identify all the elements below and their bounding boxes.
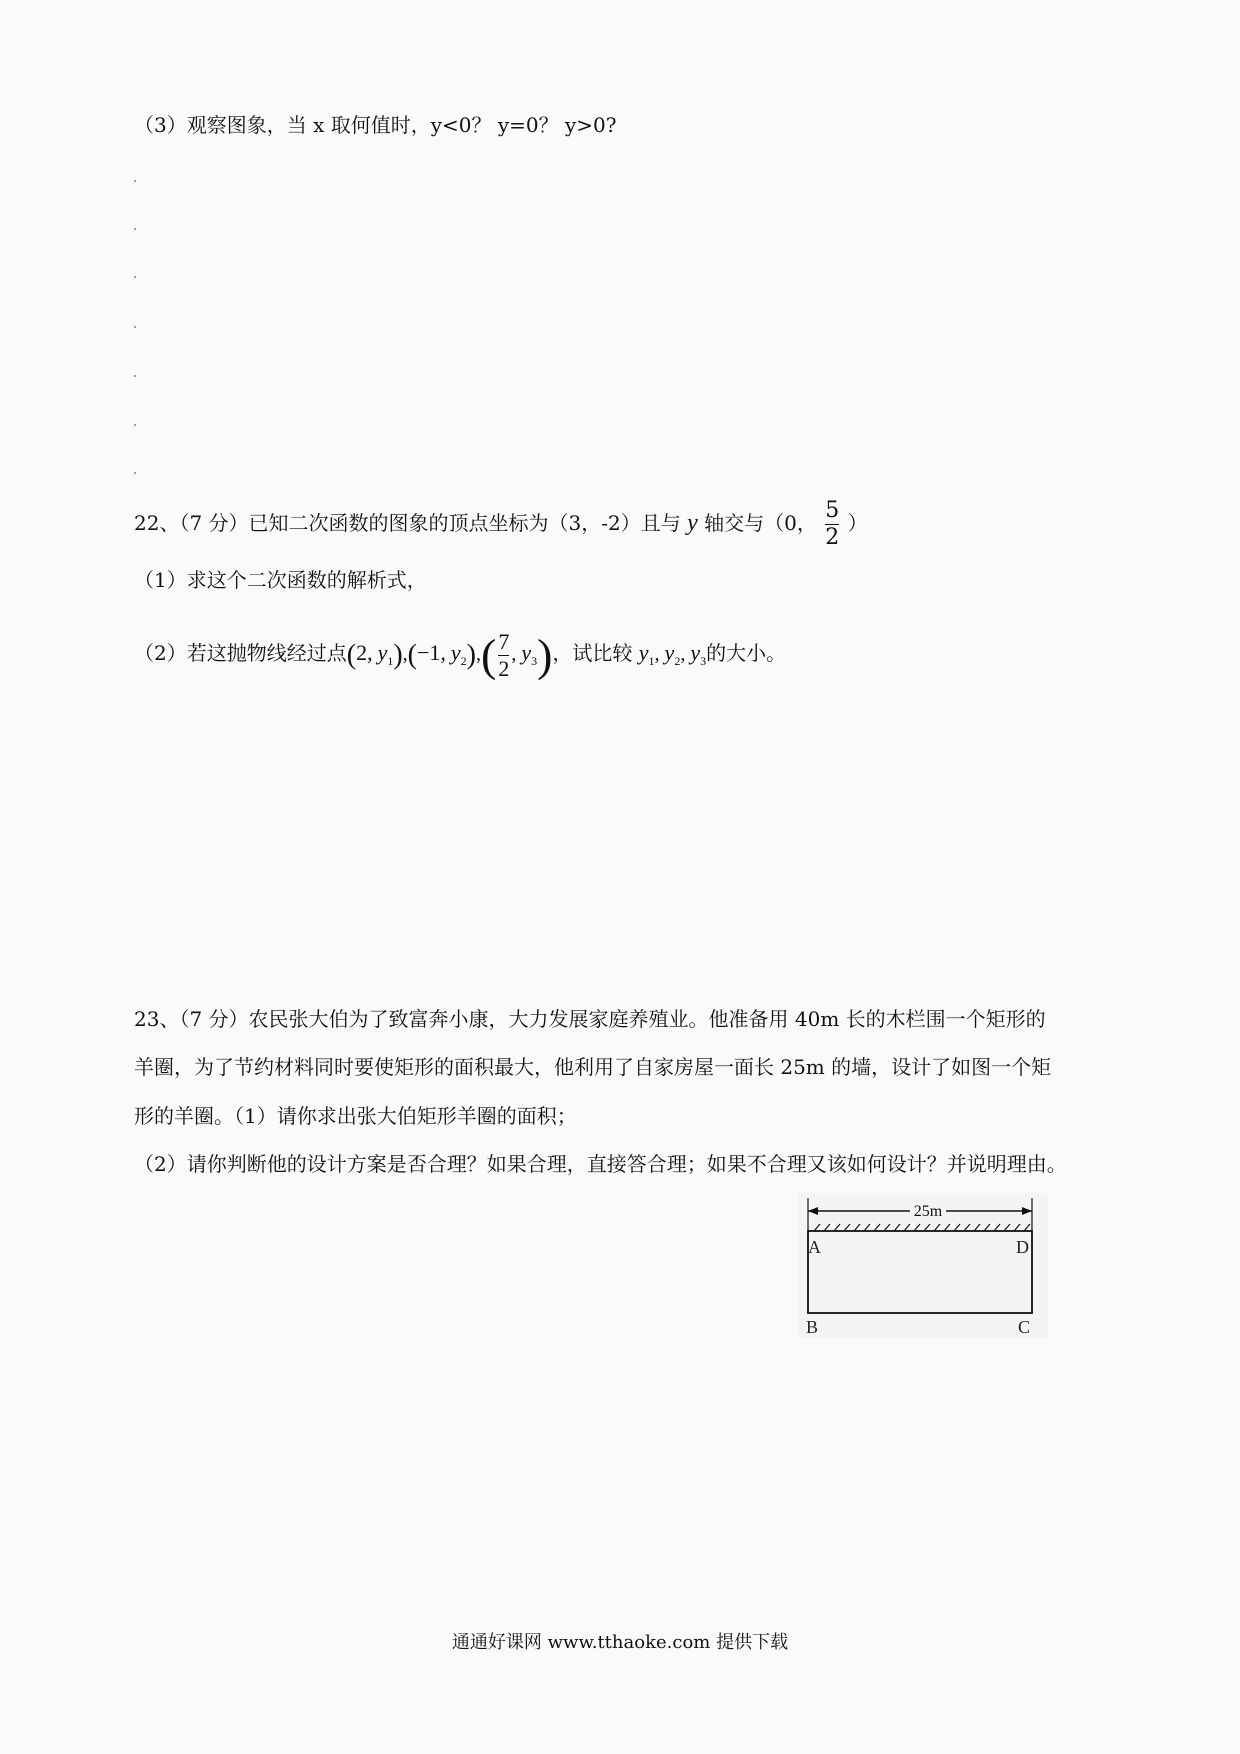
q23-line2: 羊圈，为了节约材料同时要使矩形的面积最大，他利用了自家房屋一面长 25m 的墙，设计了如图一个矩: [134, 1055, 1052, 1079]
q22-header: [134, 493, 868, 553]
blank-mark: [134, 326, 136, 328]
q22-part2-text: （2）若这抛物线经过点: [134, 641, 347, 665]
label-a: A: [808, 1237, 821, 1257]
fraction-denominator: 2: [825, 525, 840, 550]
q23-line1: 23、（7 分）农民张大伯为了致富奔小康，大力发展家庭养殖业。他准备用 40m 长的木栏围一个矩形的: [134, 1007, 1046, 1031]
blank-mark: [134, 228, 136, 230]
q22-fraction: [825, 498, 839, 551]
q22-header-mid: 轴交与（0，: [704, 511, 817, 535]
point2-x: −1,: [416, 640, 446, 665]
length-label: 25m: [913, 1203, 943, 1220]
blank-mark: [134, 424, 136, 426]
label-d: D: [1016, 1237, 1029, 1257]
q22-header-close: ）: [847, 511, 868, 535]
q22-part2-compare: ，试比较: [552, 641, 633, 665]
blank-mark: [134, 472, 136, 474]
q22-y-var: y: [687, 510, 698, 536]
point3-fraction: $\frac{7}{2}$: [498, 628, 510, 681]
fraction-numerator: 5: [825, 498, 840, 523]
point-list: (2, $y_1),(-1$, $y_2$),( $\frac{7}{2}$ , $y_3$): [346, 628, 553, 681]
point1-x: 2,: [356, 640, 373, 665]
q22-part2: [134, 618, 786, 696]
sheep-pen-figure: [798, 1193, 1048, 1338]
blank-mark: [134, 375, 136, 377]
q21-part3: （3）观察图象，当 x 取何值时，y<0？ y=0？ y>0?: [134, 113, 617, 137]
label-b: B: [806, 1317, 819, 1337]
q22-part2-end: 的大小。: [706, 641, 787, 665]
page-footer: 通通好课网 www.tthaoke.com 提供下载: [451, 1632, 789, 1653]
q22-part1: （1）求这个二次函数的解析式，: [134, 568, 427, 592]
q23-line3: 形的羊圈。（1）请你求出张大伯矩形羊圈的面积；: [134, 1104, 577, 1128]
label-c: C: [1018, 1317, 1031, 1337]
q22-header-text: 22、（7 分）已知二次函数的图象的顶点坐标为（3，-2）且与: [134, 511, 681, 535]
blank-mark: [134, 276, 136, 278]
compare-vars: $y_1$, $y_2$, $y_3$: [638, 640, 707, 668]
q23-line4: （2）请你判断他的设计方案是否合理？如果合理，直接答合理；如果不合理又该如何设计？并说明理由。: [134, 1152, 1067, 1176]
blank-mark: [134, 180, 136, 182]
